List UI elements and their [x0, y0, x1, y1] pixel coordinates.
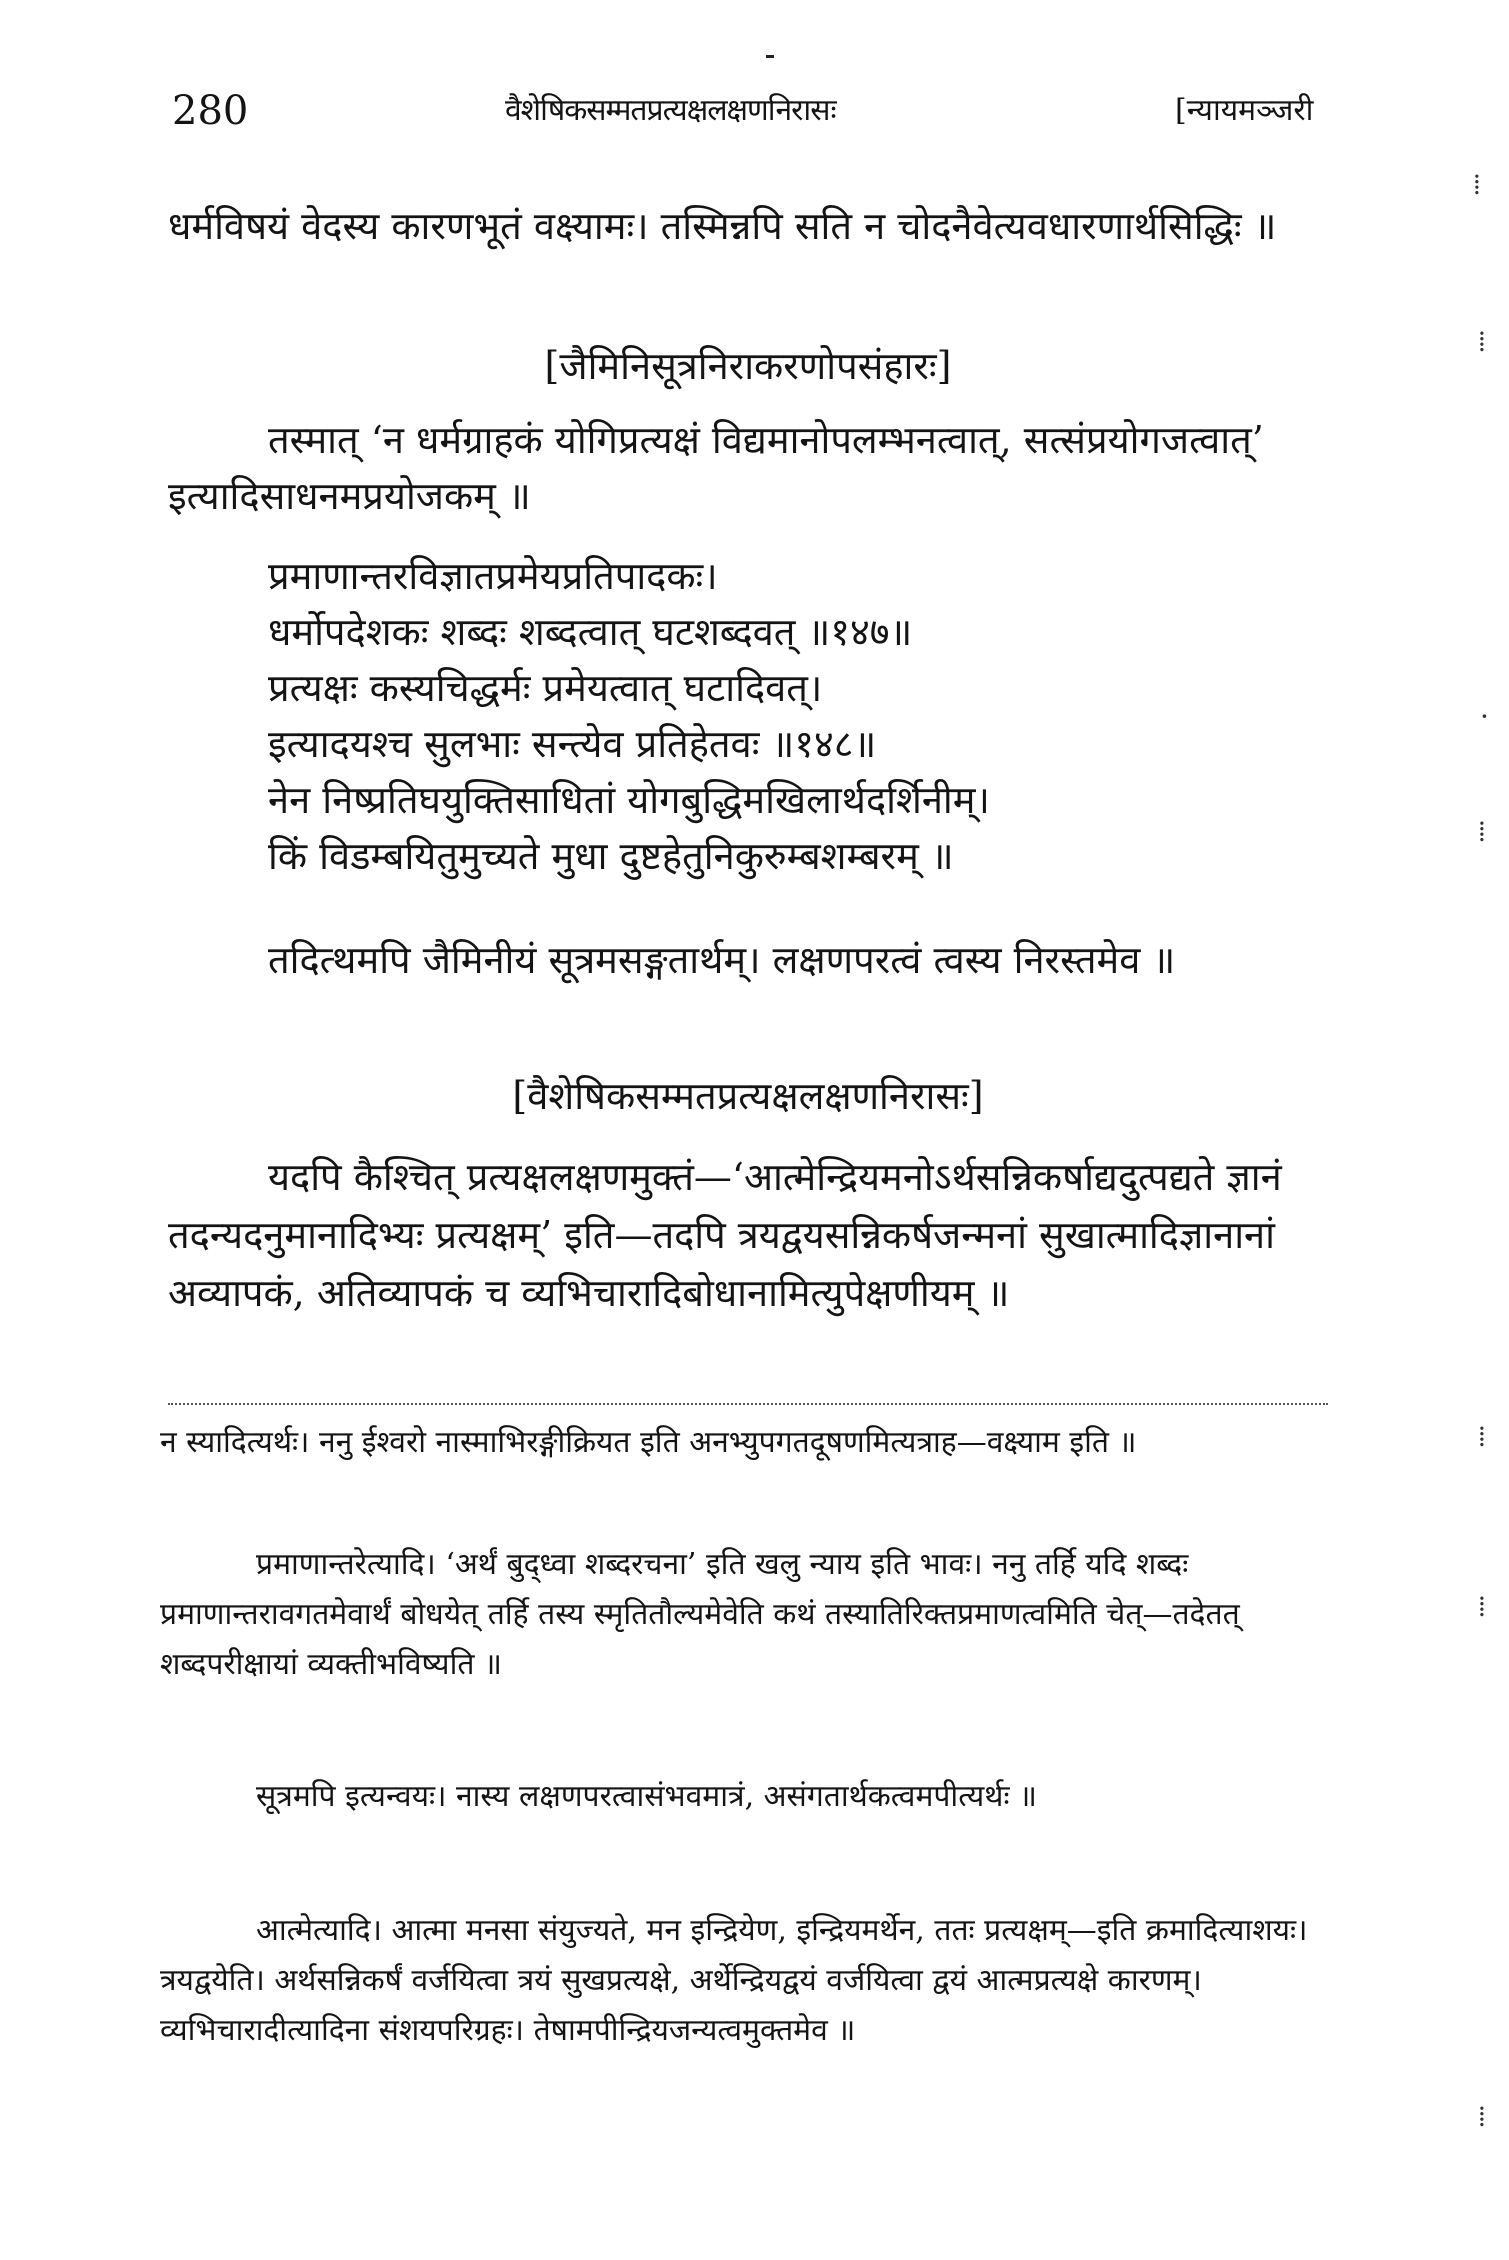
main-paragraph-3 [168, 932, 1328, 988]
verse-block [168, 548, 1328, 884]
verse-line: प्रमाणान्तरविज्ञातप्रमेयप्रतिपादकः। [268, 554, 718, 598]
commentary-4 [160, 1906, 1330, 2056]
heading-text: [जैमिनिसूत्रनिराकरणोपसंहारः] [544, 344, 952, 388]
commentary-text: न स्यादित्यर्थः। ननु ईश्वरो नास्माभिरङ्गीक्रियत इति अनभ्युपगतदूषणमित्यत्राह—वक्ष्याम इति ॥ [160, 1425, 1137, 1460]
verse-line: धर्मोपदेशकः शब्दः शब्दत्वात् घटशब्दवत् ॥१४७॥ [268, 610, 913, 654]
commentary-1 [160, 1418, 1330, 1468]
running-title: वैशेषिकसम्मतप्रत्यक्षलक्षणनिरासः [505, 93, 836, 128]
scan-edge-mark: ⁞ [1473, 168, 1481, 201]
scan-edge-mark: ⁞ [1478, 815, 1486, 848]
commentary-2 [160, 1540, 1330, 1690]
page-number: 280 [172, 88, 249, 134]
paragraph-taditthamapi: तदित्थमपि जैमिनीयं सूत्रमसङ्गतार्थम्। लक्षणपरत्वं त्वस्य निरस्तमेव ॥ [268, 938, 1176, 982]
commentary-text: आत्मेत्यादि। आत्मा मनसा संयुज्यते, मन इन्द्रियेण, इन्द्रियमर्थेन, ततः प्रत्यक्षम्—इति क्रमादित्याशयः। त्रयद्वयेति। अर्थसन्निकर्षं वर्जयित्वा त्रयं सुखप्रत्यक्षे, अर्थेन्द्रियद्वयं वर्जयित्वा द्वयं आत्मप्रत्यक्षे कारणम्। व्यभिचारादीत्यादिना संशयपरिग्रहः। तेषामपीन्द्रियजन्यत्वमुक्तमेव ॥ [160, 1913, 1308, 2048]
scan-edge-mark: · [1480, 700, 1489, 733]
verse-line: इत्यादयश्च सुलभाः सन्त्येव प्रतिहेतवः ॥१४८॥ [268, 722, 877, 766]
footnote-separator [168, 1403, 1328, 1405]
main-paragraph-1 [168, 198, 1328, 254]
verse-line: नेन निष्प्रतिघयुक्तिसाधितां योगबुद्धिमखिलार्थदर्शिनीम्। [268, 778, 990, 822]
scan-edge-mark: ⁞ [1478, 2100, 1486, 2133]
commentary-text: प्रमाणान्तरेत्यादि। ‘अर्थं बुद्ध्वा शब्दरचना’ इति खलु न्याय इति भावः। ननु तर्हि यदि शब्दः प्रमाणान्तरावगतमेवार्थं बोधयेत् तर्हि तस्य स्मृतितौल्यमेवेति कथं तस्यातिरिक्तप्रमाणत्वमिति चेत्—तदेतत् शब्दपरीक्षायां व्यक्तीभविष्यति ॥ [160, 1547, 1240, 1682]
paragraph-yadapi: यदपि कैश्चित् प्रत्यक्षलक्षणमुक्तं—‘आत्मेन्द्रियमनोऽर्थसन्निकर्षाद्यदुत्पद्यते ज्ञानं तदन्यदनुमानादिभ्यः प्रत्यक्षम्’ इति—तदपि त्रयद्वयसन्निकर्षजन्मनां सुखात्मादिज्ञानानां अव्यापकं, अतिव्यापकं च व्यभिचारादिबोधानामित्युपेक्षणीयम् ॥ [168, 1155, 1282, 1315]
section-heading-jaimini [168, 338, 1328, 394]
verse-line: किं विडम्बयितुमुच्यते मुधा दुष्टहेतुनिकुरुम्बशम्बरम् ॥ [268, 834, 954, 878]
top-mark [766, 55, 774, 58]
main-paragraph-4 [168, 1148, 1328, 1322]
book-title: [न्यायमञ्जरी [1175, 93, 1314, 128]
commentary-text: सूत्रमपि इत्यन्वयः। नास्य लक्षणपरत्वासंभवमात्रं, असंगतार्थकत्वमपीत्यर्थः ॥ [256, 1779, 1038, 1814]
scan-edge-mark: ⁞ [1478, 1590, 1486, 1623]
verse-line: प्रत्यक्षः कस्यचिद्धर्मः प्रमेयत्वात् घटादिवत्। [268, 666, 823, 710]
scan-edge-mark: ⁞ [1478, 1420, 1486, 1453]
main-paragraph-2 [168, 412, 1328, 524]
paragraph-tasmat: तस्मात् ‘न धर्मग्राहकं योगिप्रत्यक्षं विद्यमानोपलम्भनत्वात्, सत्संप्रयोगजत्वात्’ इत्यादिसाधनमप्रयोजकम् ॥ [168, 418, 1264, 518]
section-heading-vaisheshika [168, 1068, 1328, 1124]
commentary-3 [160, 1772, 1330, 1822]
scan-edge-mark: ⁞ [1478, 325, 1486, 358]
heading-text: [वैशेषिकसम्मतप्रत्यक्षलक्षणनिरासः] [512, 1074, 984, 1118]
paragraph-dharma: धर्मविषयं वेदस्य कारणभूतं वक्ष्यामः। तस्मिन्नपि सति न चोदनैवेत्यवधारणार्थसिद्धिः ॥ [168, 204, 1277, 248]
